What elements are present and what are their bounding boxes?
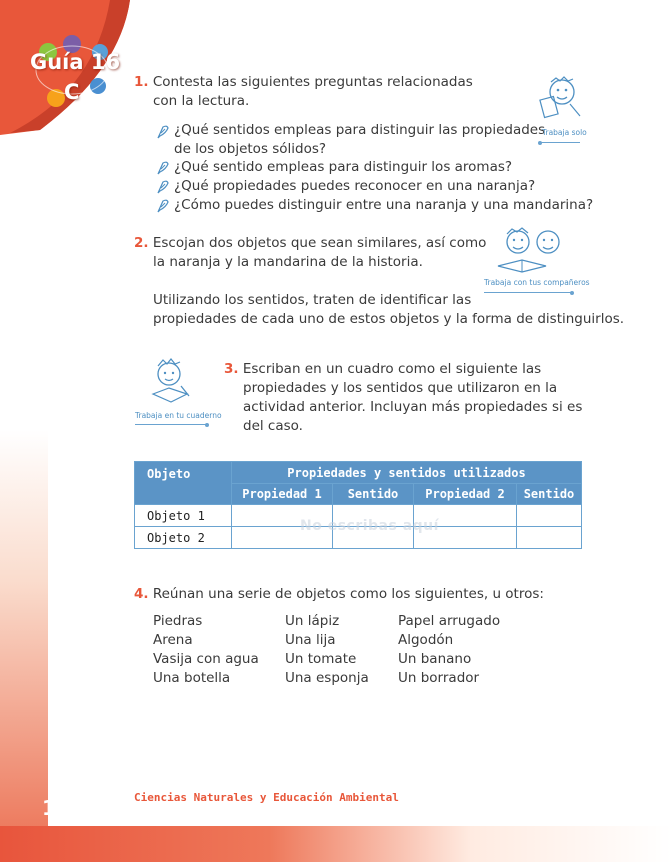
tag-dot	[570, 291, 574, 295]
list-item: Algodón	[398, 632, 454, 648]
objects-list-col-2	[285, 612, 369, 688]
kid-working-alone-icon	[536, 72, 586, 126]
list-item: Arena	[153, 632, 193, 648]
section-2-intro	[134, 233, 486, 253]
table-cell	[517, 527, 582, 549]
list-item: Un banano	[398, 651, 472, 667]
properties-table	[134, 461, 582, 551]
section-3-line2: propiedades y los sentidos que utilizaron en la	[243, 380, 558, 396]
bottom-gradient-strip	[0, 826, 672, 862]
section-1-number: 1.	[134, 74, 149, 90]
list-item: Un borrador	[398, 670, 480, 686]
list-item: Papel arrugado	[398, 613, 501, 629]
section-1-intro	[134, 72, 473, 92]
tag-work-alone: Trabaja solo	[542, 128, 587, 137]
list-item: Una lija	[285, 632, 336, 648]
list-item: Una botella	[153, 670, 231, 686]
tag-work-with-peers: Trabaja con tus compañeros	[484, 278, 590, 287]
subcol-sense-2: Sentido	[517, 484, 582, 505]
objects-list-col-3	[398, 612, 500, 688]
quill-icon	[155, 198, 171, 214]
list-item: Vasija con agua	[153, 651, 259, 667]
kid-writing-notebook-icon	[145, 356, 197, 408]
list-item: Un tomate	[285, 651, 357, 667]
list-item: Una esponja	[285, 670, 369, 686]
objects-list-col-1	[153, 612, 259, 688]
section-4-intro	[134, 584, 544, 604]
section-3-number: 3.	[224, 361, 239, 377]
question-3: ¿Qué propiedades puedes reconocer en una naranja?	[174, 178, 536, 194]
section-2-line4: propiedades de cada uno de estos objetos y la forma de distinguirlos.	[153, 311, 625, 327]
section-3-line3: actividad anterior. Incluyan más propiedades si es	[243, 399, 583, 415]
left-gradient-strip	[0, 430, 48, 862]
tag-underline	[135, 424, 207, 425]
section-3-line4: del caso.	[243, 418, 303, 434]
list-item: Un lápiz	[285, 613, 340, 629]
guide-letter: C	[64, 80, 80, 104]
section-2-line3: Utilizando los sentidos, traten de identificar las	[153, 292, 472, 308]
quill-icon	[155, 124, 171, 140]
quill-icon	[155, 179, 171, 195]
col-header-group: Propiedades y sentidos utilizados	[232, 462, 582, 484]
quill-icon	[155, 160, 171, 176]
question-1-line2: de los objetos sólidos?	[174, 141, 327, 157]
subcol-property-2: Propiedad 2	[414, 484, 517, 505]
col-header-object: Objeto	[135, 462, 232, 505]
subcol-sense-1: Sentido	[333, 484, 414, 505]
section-2-line1: Escojan dos objetos que sean similares, así como	[152, 235, 487, 251]
row-label-object-1: Objeto 1	[135, 505, 232, 527]
section-3-intro	[224, 359, 541, 379]
question-2: ¿Qué sentido empleas para distinguir los aromas?	[174, 159, 513, 175]
tag-underline	[540, 142, 580, 143]
subject-footer: Ciencias Naturales y Educación Ambiental	[134, 791, 399, 804]
tag-dot	[205, 423, 209, 427]
tag-underline	[484, 292, 572, 293]
section-3-line1: Escriban en un cuadro como el siguiente las	[242, 361, 542, 377]
section-2-line2: la naranja y la mandarina de la historia.	[153, 254, 423, 270]
watermark-no-write: No escribas aquí	[300, 518, 439, 534]
table-cell	[517, 505, 582, 527]
section-2-number: 2.	[134, 235, 149, 251]
section-1-line1: Contesta las siguientes preguntas relacionadas	[152, 74, 473, 90]
section-1-line2: con la lectura.	[153, 93, 250, 109]
question-4: ¿Cómo puedes distinguir entre una naranja y una mandarina?	[174, 197, 594, 213]
row-label-object-2: Objeto 2	[135, 527, 232, 549]
kids-working-together-icon	[492, 222, 572, 274]
guide-title: Guía 16	[30, 50, 121, 74]
list-item: Piedras	[153, 613, 203, 629]
question-1-line1: ¿Qué sentidos empleas para distinguir las propiedades	[174, 122, 546, 138]
page-number: 16	[42, 796, 70, 820]
section-4-number: 4.	[134, 586, 149, 602]
subcol-property-1: Propiedad 1	[232, 484, 333, 505]
section-4-text: Reúnan una serie de objetos como los siguientes, u otros:	[152, 586, 544, 602]
tag-work-in-notebook: Trabaja en tu cuaderno	[135, 411, 222, 420]
